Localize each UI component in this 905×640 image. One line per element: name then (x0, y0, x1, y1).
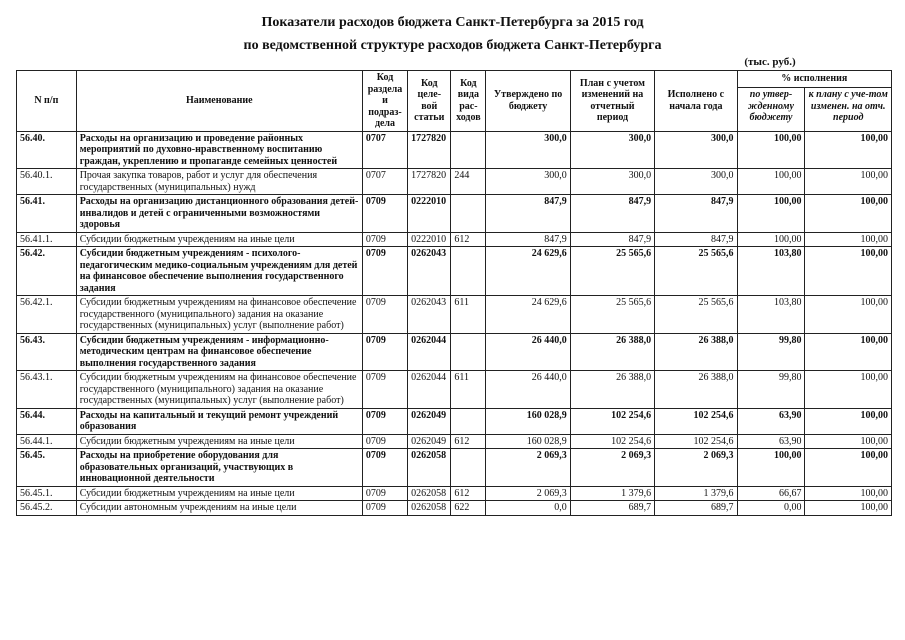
row-plan: 26 388,0 (570, 371, 654, 409)
row-plan: 847,9 (570, 195, 654, 233)
row-name: Расходы на организацию и проведение районных мероприятий по духовно-нравственному воспитанию граждан, укреплению и пропаганде семейных ценностей (76, 131, 362, 169)
row-executed: 689,7 (655, 501, 737, 516)
row-razdel-code: 0709 (362, 247, 407, 296)
row-executed: 25 565,6 (655, 247, 737, 296)
row-pct-approved: 99,80 (737, 371, 805, 409)
budget-table (16, 70, 892, 516)
row-executed: 2 069,3 (655, 449, 737, 487)
row-pct-plan: 100,00 (805, 486, 892, 501)
row-statya-code: 0262058 (408, 449, 451, 487)
row-executed: 847,9 (655, 195, 737, 233)
row-razdel-code: 0709 (362, 296, 407, 334)
row-razdel-code: 0709 (362, 486, 407, 501)
row-razdel-code: 0709 (362, 333, 407, 371)
row-number: 56.41.1. (17, 232, 77, 247)
row-number: 56.44. (17, 408, 77, 434)
row-vid-code (451, 449, 486, 487)
row-razdel-code: 0709 (362, 434, 407, 449)
row-pct-plan: 100,00 (805, 371, 892, 409)
row-statya-code: 0262049 (408, 434, 451, 449)
row-statya-code: 0262049 (408, 408, 451, 434)
row-vid-code: 611 (451, 296, 486, 334)
row-plan: 26 388,0 (570, 333, 654, 371)
row-pct-plan: 100,00 (805, 434, 892, 449)
document-title: Показатели расходов бюджета Санкт-Петербурга за 2015 год (261, 15, 644, 30)
row-approved: 2 069,3 (486, 449, 570, 487)
row-pct-approved: 63,90 (737, 434, 805, 449)
table-row (17, 296, 892, 334)
row-number: 56.40.1. (17, 169, 77, 195)
col-header-num: N п/п (17, 71, 77, 132)
row-name: Расходы на капитальный и текущий ремонт учреждений образования (76, 408, 362, 434)
row-executed: 102 254,6 (655, 408, 737, 434)
row-pct-plan: 100,00 (805, 333, 892, 371)
row-razdel-code: 0709 (362, 408, 407, 434)
table-row (17, 408, 892, 434)
col-header-approved: Утверждено по бюджету (486, 71, 570, 132)
row-number: 56.43.1. (17, 371, 77, 409)
row-plan: 2 069,3 (570, 449, 654, 487)
row-pct-approved: 103,80 (737, 247, 805, 296)
row-name: Субсидии бюджетным учреждениям на финансовое обеспечение государственного (муниципального) задания на оказание государственных (муниципальных) услуг (выполнение работ) (76, 371, 362, 409)
row-plan: 300,0 (570, 131, 654, 169)
row-statya-code: 0222010 (408, 195, 451, 233)
table-row (17, 501, 892, 516)
row-executed: 26 388,0 (655, 371, 737, 409)
row-approved: 847,9 (486, 195, 570, 233)
row-pct-approved: 100,00 (737, 169, 805, 195)
row-name: Расходы на приобретение оборудования для образовательных организаций, участвующих в инновационной деятельности (76, 449, 362, 487)
row-pct-plan: 100,00 (805, 169, 892, 195)
row-approved: 26 440,0 (486, 333, 570, 371)
row-executed: 847,9 (655, 232, 737, 247)
row-plan: 25 565,6 (570, 296, 654, 334)
table-body (17, 131, 892, 515)
row-pct-plan: 100,00 (805, 501, 892, 516)
row-razdel-code: 0707 (362, 169, 407, 195)
row-razdel-code: 0709 (362, 232, 407, 247)
row-vid-code (451, 333, 486, 371)
row-statya-code: 0262058 (408, 486, 451, 501)
row-pct-plan: 100,00 (805, 449, 892, 487)
table-row (17, 371, 892, 409)
row-approved: 26 440,0 (486, 371, 570, 409)
col-header-plan: План с учетом изменений на отчетный период (570, 71, 654, 132)
row-razdel-code: 0709 (362, 501, 407, 516)
col-header-vid: Код вида рас-ходов (451, 71, 486, 132)
row-vid-code: 612 (451, 434, 486, 449)
row-name: Субсидии бюджетным учреждениям на финансовое обеспечение государственного (муниципального) задания на оказание государственных (муниципальных) услуг (выполнение работ) (76, 296, 362, 334)
row-plan: 689,7 (570, 501, 654, 516)
row-executed: 25 565,6 (655, 296, 737, 334)
row-vid-code (451, 408, 486, 434)
row-number: 56.45.1. (17, 486, 77, 501)
units-label: (тыс. руб.) (744, 56, 796, 68)
row-vid-code (451, 195, 486, 233)
col-header-pct-approved: по утвер-жденному бюджету (737, 88, 805, 132)
row-statya-code: 0222010 (408, 232, 451, 247)
row-vid-code: 612 (451, 486, 486, 501)
row-executed: 1 379,6 (655, 486, 737, 501)
row-number: 56.41. (17, 195, 77, 233)
row-number: 56.42.1. (17, 296, 77, 334)
row-approved: 2 069,3 (486, 486, 570, 501)
table-row (17, 449, 892, 487)
row-number: 56.44.1. (17, 434, 77, 449)
row-name: Субсидии бюджетным учреждениям на иные цели (76, 486, 362, 501)
row-plan: 102 254,6 (570, 408, 654, 434)
col-header-name: Наименование (76, 71, 362, 132)
row-approved: 300,0 (486, 169, 570, 195)
row-vid-code: 244 (451, 169, 486, 195)
row-name: Субсидии бюджетным учреждениям на иные цели (76, 434, 362, 449)
col-header-executed: Исполнено с начала года (655, 71, 737, 132)
row-number: 56.43. (17, 333, 77, 371)
table-row (17, 195, 892, 233)
row-name: Прочая закупка товаров, работ и услуг для обеспечения государственных (муниципальных) нужд (76, 169, 362, 195)
row-number: 56.40. (17, 131, 77, 169)
row-statya-code: 1727820 (408, 131, 451, 169)
row-approved: 160 028,9 (486, 434, 570, 449)
row-pct-approved: 103,80 (737, 296, 805, 334)
row-pct-plan: 100,00 (805, 232, 892, 247)
row-pct-plan: 100,00 (805, 195, 892, 233)
row-executed: 102 254,6 (655, 434, 737, 449)
row-pct-approved: 100,00 (737, 232, 805, 247)
row-statya-code: 0262043 (408, 247, 451, 296)
row-pct-approved: 99,80 (737, 333, 805, 371)
row-name: Субсидии автономным учреждениям на иные цели (76, 501, 362, 516)
col-header-pct-plan: к плану с уче-том изменен. на отч. период (805, 88, 892, 132)
row-vid-code (451, 247, 486, 296)
row-approved: 24 629,6 (486, 296, 570, 334)
row-executed: 300,0 (655, 131, 737, 169)
table-row (17, 131, 892, 169)
row-vid-code: 611 (451, 371, 486, 409)
row-razdel-code: 0709 (362, 195, 407, 233)
row-executed: 300,0 (655, 169, 737, 195)
row-pct-approved: 63,90 (737, 408, 805, 434)
row-number: 56.45.2. (17, 501, 77, 516)
row-vid-code (451, 131, 486, 169)
row-pct-approved: 100,00 (737, 449, 805, 487)
row-pct-plan: 100,00 (805, 247, 892, 296)
row-razdel-code: 0709 (362, 371, 407, 409)
row-pct-approved: 66,67 (737, 486, 805, 501)
table-row (17, 333, 892, 371)
row-plan: 300,0 (570, 169, 654, 195)
row-pct-plan: 100,00 (805, 131, 892, 169)
col-header-statya: Код целе-вой статьи (408, 71, 451, 132)
row-plan: 102 254,6 (570, 434, 654, 449)
row-approved: 847,9 (486, 232, 570, 247)
row-name: Расходы на организацию дистанционного образования детей-инвалидов и детей с ограниченными возможностями здоровья (76, 195, 362, 233)
row-pct-approved: 100,00 (737, 131, 805, 169)
table-row (17, 434, 892, 449)
row-number: 56.45. (17, 449, 77, 487)
row-plan: 847,9 (570, 232, 654, 247)
table-row (17, 247, 892, 296)
table-row (17, 232, 892, 247)
row-vid-code: 612 (451, 232, 486, 247)
row-name: Субсидии бюджетным учреждениям - психолого-педагогическим медико-социальным учреждениям для детей на финансовое обеспечение выполнения государственного задания (76, 247, 362, 296)
row-pct-plan: 100,00 (805, 296, 892, 334)
col-header-pct: % исполнения (737, 71, 891, 88)
row-vid-code: 622 (451, 501, 486, 516)
row-statya-code: 1727820 (408, 169, 451, 195)
row-executed: 26 388,0 (655, 333, 737, 371)
row-statya-code: 0262043 (408, 296, 451, 334)
row-approved: 300,0 (486, 131, 570, 169)
col-header-razdel: Код раздела и подраз-дела (362, 71, 407, 132)
row-statya-code: 0262044 (408, 333, 451, 371)
row-approved: 160 028,9 (486, 408, 570, 434)
row-razdel-code: 0707 (362, 131, 407, 169)
row-pct-approved: 0,00 (737, 501, 805, 516)
row-statya-code: 0262044 (408, 371, 451, 409)
row-name: Субсидии бюджетным учреждениям - информационно-методическим центрам на финансовое обеспечение выполнения государственного задания (76, 333, 362, 371)
row-pct-approved: 100,00 (737, 195, 805, 233)
table-row (17, 169, 892, 195)
row-name: Субсидии бюджетным учреждениям на иные цели (76, 232, 362, 247)
row-statya-code: 0262058 (408, 501, 451, 516)
row-approved: 24 629,6 (486, 247, 570, 296)
row-plan: 25 565,6 (570, 247, 654, 296)
row-razdel-code: 0709 (362, 449, 407, 487)
document-subtitle: по ведомственной структуре расходов бюджета Санкт-Петербурга (243, 38, 662, 53)
row-pct-plan: 100,00 (805, 408, 892, 434)
row-plan: 1 379,6 (570, 486, 654, 501)
row-number: 56.42. (17, 247, 77, 296)
table-row (17, 486, 892, 501)
row-approved: 0,0 (486, 501, 570, 516)
